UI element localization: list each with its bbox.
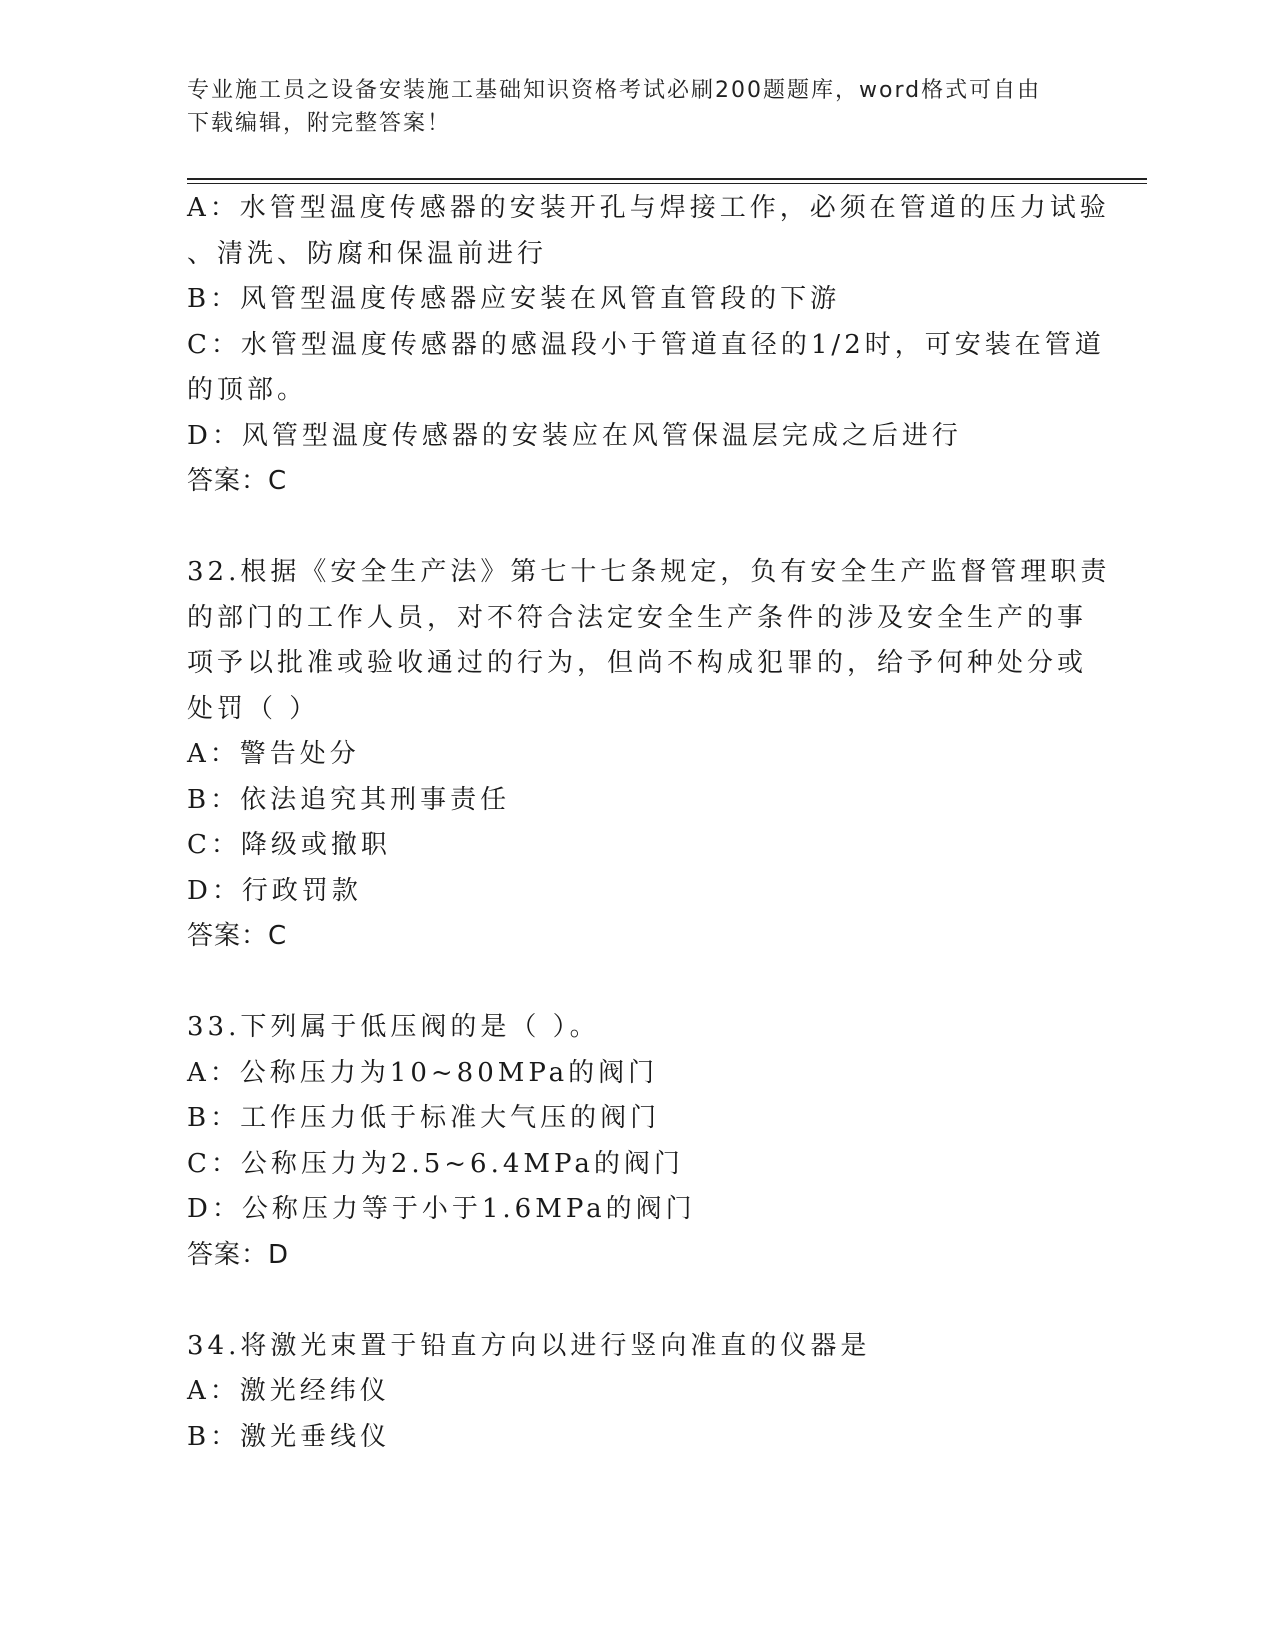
option-b: B：工作压力低于标准大气压的阀门 [187,1103,661,1133]
document-body [187,186,1111,1460]
document-header [187,74,1087,140]
question-stem-line-4: 处罚（ ） [187,693,320,724]
option-a: A：激光经纬仪 [187,1376,390,1406]
question-34 [187,1324,1087,1461]
spacer [187,960,1087,1006]
question-stem-line-1: 32.根据《安全生产法》第七十七条规定，负有安全生产监督管理职责 [187,557,1111,587]
question-stem: 33.下列属于低压阀的是（ ）。 [187,1012,600,1042]
option-c: C：降级或撤职 [187,830,391,860]
answer: 答案：D [187,1239,290,1270]
header-line-2: 下载编辑，附完整答案！ [187,111,452,136]
question-stem: 34.将激光束置于铅直方向以进行竖向准直的仪器是 [187,1330,871,1361]
option-a-line-1: A：水管型温度传感器的安装开孔与焊接工作，必须在管道的压力试验 [187,193,1110,223]
question-stem-line-2: 的部门的工作人员，对不符合法定安全生产条件的涉及安全生产的事 [187,602,1088,633]
option-a: A：公称压力为10~80MPa的阀门 [187,1057,659,1088]
option-a-line-2: 、清洗、防腐和保温前进行 [187,238,548,269]
option-d: D：行政罚款 [187,875,362,906]
option-a: A：警告处分 [187,739,360,769]
spacer [187,1278,1087,1324]
question-33 [187,1005,1087,1278]
header-divider-thin [187,183,1147,184]
header-divider-thick [187,178,1147,180]
question-31 [187,186,1110,505]
option-b: B：风管型温度传感器应安装在风管直管段的下游 [187,284,841,314]
option-b: B：依法追究其刑事责任 [187,784,511,815]
option-c-line-1: C：水管型温度传感器的感温段小于管道直径的1/2时，可安装在管道 [187,329,1105,360]
option-d: D：公称压力等于小于1.6MPa的阀门 [187,1194,696,1224]
option-c: C：公称压力为2.5~6.4MPa的阀门 [187,1148,684,1179]
answer: 答案：C [187,921,288,951]
option-b: B：激光垂线仪 [187,1421,391,1452]
spacer [187,505,1087,551]
option-c-line-2: 的顶部。 [187,375,308,405]
option-d: D：风管型温度传感器的安装应在风管保温层完成之后进行 [187,420,962,451]
answer: 答案：C [187,466,288,496]
question-32 [187,550,1111,960]
question-stem-line-3: 项予以批准或验收通过的行为，但尚不构成犯罪的，给予何种处分或 [187,648,1088,678]
header-line-1: 专业施工员之设备安装施工基础知识资格考试必刷200题题库，word格式可自由 [187,78,1042,103]
